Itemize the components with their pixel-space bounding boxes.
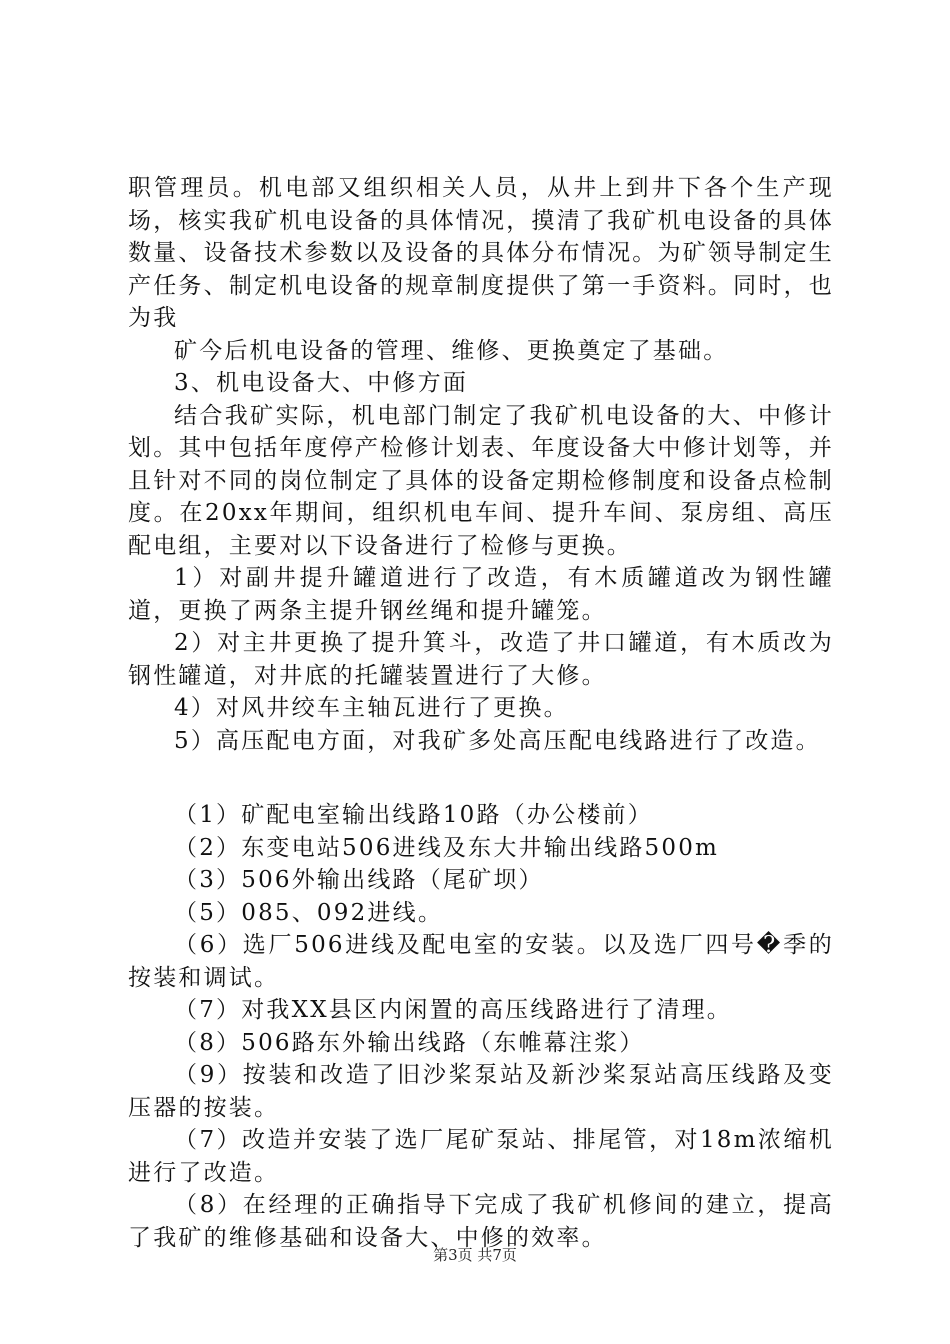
list-item: 1）对副井提升罐道进行了改造，有木质罐道改为钢性罐道，更换了两条主提升钢丝绳和提升罐笼。 <box>128 565 834 624</box>
sub-list-item: （8）在经理的正确指导下完成了我矿机修间的建立，提高了我矿的维修基础和设备大、中修的效率。 <box>128 1192 834 1251</box>
list-item: 4）对风井绞车主轴瓦进行了更换。 <box>174 695 569 721</box>
paragraph: 结合我矿实际，机电部门制定了我矿机电设备的大、中修计划。其中包括年度停产检修计划表、年度设备大中修计划等，并且针对不同的岗位制定了具体的设备定期检修制度和设备点检制度。在20xx年期间，组织机电车间、提升车间、泵房组、高压配电组，主要对以下设备进行了检修与更换。 <box>128 402 834 559</box>
document-body <box>128 172 834 1254</box>
sub-list-item: （2）东变电站506进线及东大井输出线路500m <box>174 834 720 861</box>
sub-list-item: （6）选厂506进线及配电室的安装。以及选厂四号�季的按装和调试。 <box>128 932 834 991</box>
sub-list-item: （3）506外输出线路（尾矿坝） <box>174 867 544 893</box>
sub-list-item: （7）对我XX县区内闲置的高压线路进行了清理。 <box>174 997 732 1023</box>
sub-list-item: （5）085、092进线。 <box>174 899 444 926</box>
sub-list-item: （7）改造并安装了选厂尾矿泵站、排尾管，对18m浓缩机进行了改造。 <box>128 1127 834 1186</box>
list-item: 2）对主井更换了提升箕斗，改造了井口罐道，有木质改为钢性罐道，对井底的托罐装置进行了大修。 <box>128 630 834 689</box>
sub-list-item: （8）506路东外输出线路（东帷幕注浆） <box>174 1029 645 1056</box>
section-heading: 3、机电设备大、中修方面 <box>174 370 469 396</box>
sub-list-item: （9）按装和改造了旧沙桨泵站及新沙桨泵站高压线路及变压器的按装。 <box>128 1062 834 1121</box>
paragraph: 职管理员。机电部又组织相关人员，从井上到井下各个生产现场，核实我矿机电设备的具体情况，摸清了我矿机电设备的具体数量、设备技术参数以及设备的具体分布情况。为矿领导制定生产任务、制定机电设备的规章制度提供了第一手资料。同时，也为我 <box>128 175 834 331</box>
spacer <box>128 757 834 799</box>
list-item: 5）高压配电方面，对我矿多处高压配电线路进行了改造。 <box>174 727 821 754</box>
page-footer: 第3页 共7页 <box>433 1246 517 1264</box>
sub-list-item: （1）矿配电室输出线路10路（办公楼前） <box>174 802 653 828</box>
paragraph: 矿今后机电设备的管理、维修、更换奠定了基础。 <box>174 337 729 364</box>
